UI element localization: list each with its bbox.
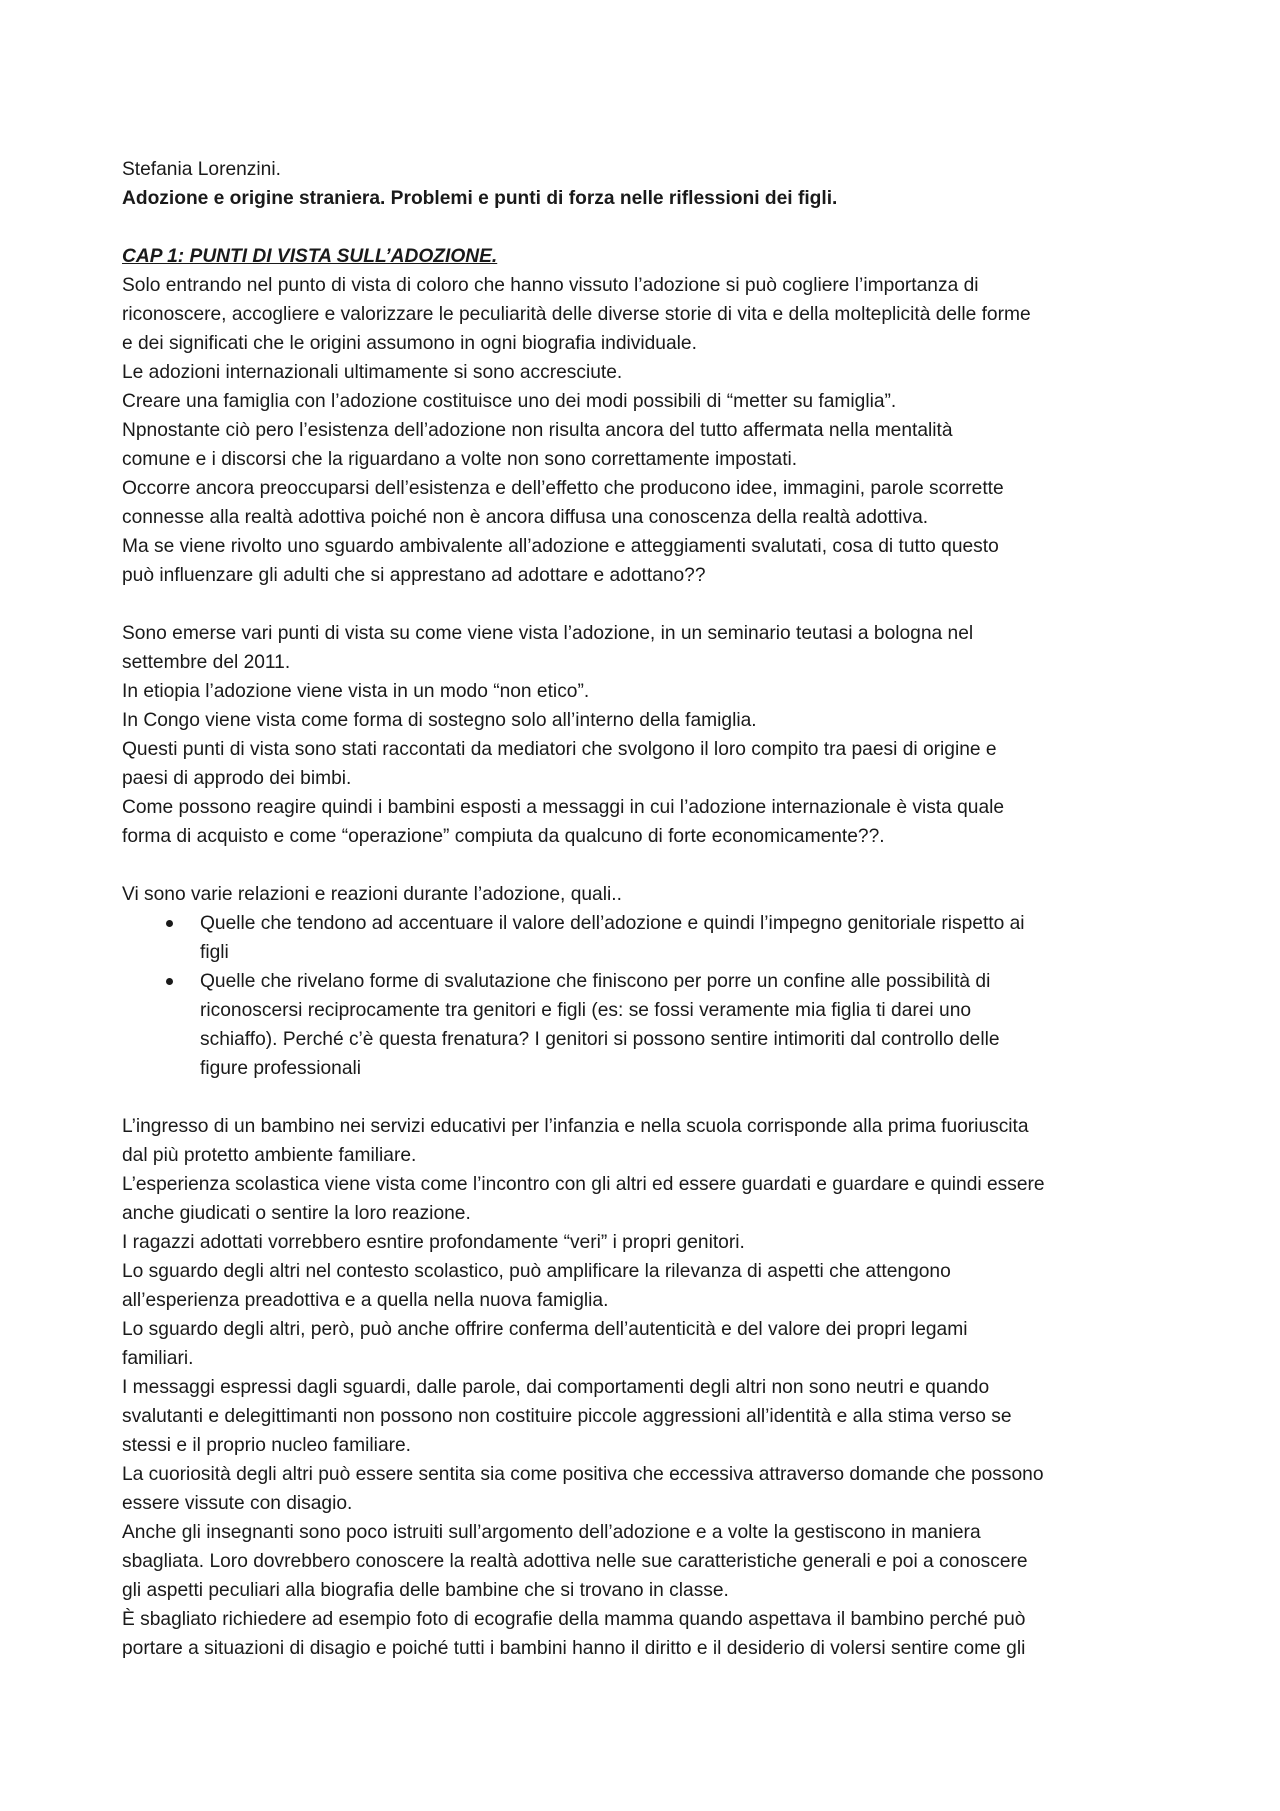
paragraph-line: stessi e il proprio nucleo familiare. <box>122 1435 412 1456</box>
list-item-line: riconoscersi reciprocamente tra genitori e figli (es: se fossi veramente mia figlia ti darei uno <box>200 1000 972 1021</box>
bullet-list <box>122 909 1172 1083</box>
paragraph-line: Solo entrando nel punto di vista di coloro che hanno vissuto l’adozione si può cogliere l’importanza di <box>122 275 979 296</box>
section-1 <box>122 271 1172 590</box>
paragraph-line: anche giudicati o sentire la loro reazione. <box>122 1203 471 1224</box>
list-item-line: figli <box>200 942 229 963</box>
section-3 <box>122 880 1172 1083</box>
chapter-heading: CAP 1: PUNTI DI VISTA SULL’ADOZIONE. <box>122 246 498 267</box>
bullet-icon <box>166 920 173 927</box>
paragraph-line: Le adozioni internazionali ultimamente si sono accresciute. <box>122 362 623 383</box>
paragraph-line: La cuoriosità degli altri può essere sentita sia come positiva che eccessiva attraverso domande che possono <box>122 1464 1044 1485</box>
paragraph-line: familiari. <box>122 1348 194 1369</box>
paragraph-line: Occorre ancora preoccuparsi dell’esistenza e dell’effetto che producono idee, immagini, parole scorrette <box>122 478 1004 499</box>
paragraph-line: forma di acquisto e come “operazione” compiuta da qualcuno di forte economicamente??. <box>122 826 885 847</box>
list-item-line: figure professionali <box>200 1058 362 1079</box>
list-item <box>122 909 1172 967</box>
paragraph-line: settembre del 2011. <box>122 652 291 673</box>
paragraph-line: dal più protetto ambiente familiare. <box>122 1145 417 1166</box>
spacer <box>122 1083 1172 1112</box>
paragraph-line: essere vissute con disagio. <box>122 1493 353 1514</box>
paragraph-line: Lo sguardo degli altri nel contesto scolastico, può amplificare la rilevanza di aspetti che attengono <box>122 1261 951 1282</box>
list-item <box>122 967 1172 1083</box>
list-item-line: Quelle che tendono ad accentuare il valore dell’adozione e quindi l’impegno genitoriale rispetto ai <box>200 913 1025 934</box>
paragraph-line: può influenzare gli adulti che si apprestano ad adottare e adottano?? <box>122 565 706 586</box>
author-line: Stefania Lorenzini. <box>122 159 281 180</box>
paragraph-line: comune e i discorsi che la riguardano a volte non sono correttamente impostati. <box>122 449 798 470</box>
paragraph-line: Questi punti di vista sono stati raccontati da mediatori che svolgono il loro compito tra paesi di origine e <box>122 739 997 760</box>
list-item-line: Quelle che rivelano forme di svalutazione che finiscono per porre un confine alle possibilità di <box>200 971 991 992</box>
spacer <box>122 590 1172 619</box>
paragraph-line: Sono emerse vari punti di vista su come viene vista l’adozione, in un seminario teutasi a bologna nel <box>122 623 974 644</box>
paragraph-line: sbagliata. Loro dovrebbero conoscere la realtà adottiva nelle sue caratteristiche generali e poi a conoscere <box>122 1551 1028 1572</box>
list-intro: Vi sono varie relazioni e reazioni durante l’adozione, quali.. <box>122 884 622 905</box>
spacer <box>122 213 1172 242</box>
list-item-line: schiaffo). Perché c’è questa frenatura? I genitori si possono sentire intimoriti dal controllo delle <box>200 1029 1000 1050</box>
paragraph-line: L’esperienza scolastica viene vista come l’incontro con gli altri ed essere guardati e guardare e quindi essere <box>122 1174 1045 1195</box>
paragraph-line: e dei significati che le origini assumono in ogni biografia individuale. <box>122 333 697 354</box>
paragraph-line: svalutanti e delegittimanti non possono non costituire piccole aggressioni all’identità e alla stima verso se <box>122 1406 1012 1427</box>
paragraph-line: Ma se viene rivolto uno sguardo ambivalente all’adozione e atteggiamenti svalutati, cosa di tutto questo <box>122 536 999 557</box>
paragraph-line: all’esperienza preadottiva e a quella nella nuova famiglia. <box>122 1290 609 1311</box>
section-4 <box>122 1112 1172 1663</box>
paragraph-line: I ragazzi adottati vorrebbero esntire profondamente “veri” i propri genitori. <box>122 1232 745 1253</box>
section-2 <box>122 619 1172 851</box>
paragraph-line: I messaggi espressi dagli sguardi, dalle parole, dai comportamenti degli altri non sono neutri e quando <box>122 1377 990 1398</box>
paragraph-line: portare a situazioni di disagio e poiché tutti i bambini hanno il diritto e il desiderio di volersi sentire come gli <box>122 1638 1026 1659</box>
paragraph-line: Come possono reagire quindi i bambini esposti a messaggi in cui l’adozione internazionale è vista quale <box>122 797 1005 818</box>
paragraph-line: È sbagliato richiedere ad esempio foto di ecografie della mamma quando aspettava il bambino perché può <box>122 1609 1026 1630</box>
paragraph-line: In etiopia l’adozione viene vista in un modo “non etico”. <box>122 681 590 702</box>
paragraph-line: riconoscere, accogliere e valorizzare le peculiarità delle diverse storie di vita e della molteplicità delle forme <box>122 304 1031 325</box>
bullet-icon <box>166 978 173 985</box>
paragraph-line: Lo sguardo degli altri, però, può anche offrire conferma dell’autenticità e del valore dei propri legami <box>122 1319 968 1340</box>
paragraph-line: Npnostante ciò pero l’esistenza dell’adozione non risulta ancora del tutto affermata nella mentalità <box>122 420 953 441</box>
paragraph-line: connesse alla realtà adottiva poiché non è ancora diffusa una conoscenza della realtà adottiva. <box>122 507 929 528</box>
paragraph-line: In Congo viene vista come forma di sostegno solo all’interno della famiglia. <box>122 710 757 731</box>
spacer <box>122 851 1172 880</box>
paragraph-line: Anche gli insegnanti sono poco istruiti sull’argomento dell’adozione e a volte la gestiscono in maniera <box>122 1522 981 1543</box>
document-body <box>122 155 1172 1663</box>
paragraph-line: Creare una famiglia con l’adozione costituisce uno dei modi possibili di “metter su famiglia”. <box>122 391 897 412</box>
document-title: Adozione e origine straniera. Problemi e punti di forza nelle riflessioni dei figli. <box>122 188 838 209</box>
paragraph-line: paesi di approdo dei bimbi. <box>122 768 352 789</box>
paragraph-line: L’ingresso di un bambino nei servizi educativi per l’infanzia e nella scuola corrisponde alla prima fuoriuscita <box>122 1116 1029 1137</box>
paragraph-line: gli aspetti peculiari alla biografia delle bambine che si trovano in classe. <box>122 1580 729 1601</box>
